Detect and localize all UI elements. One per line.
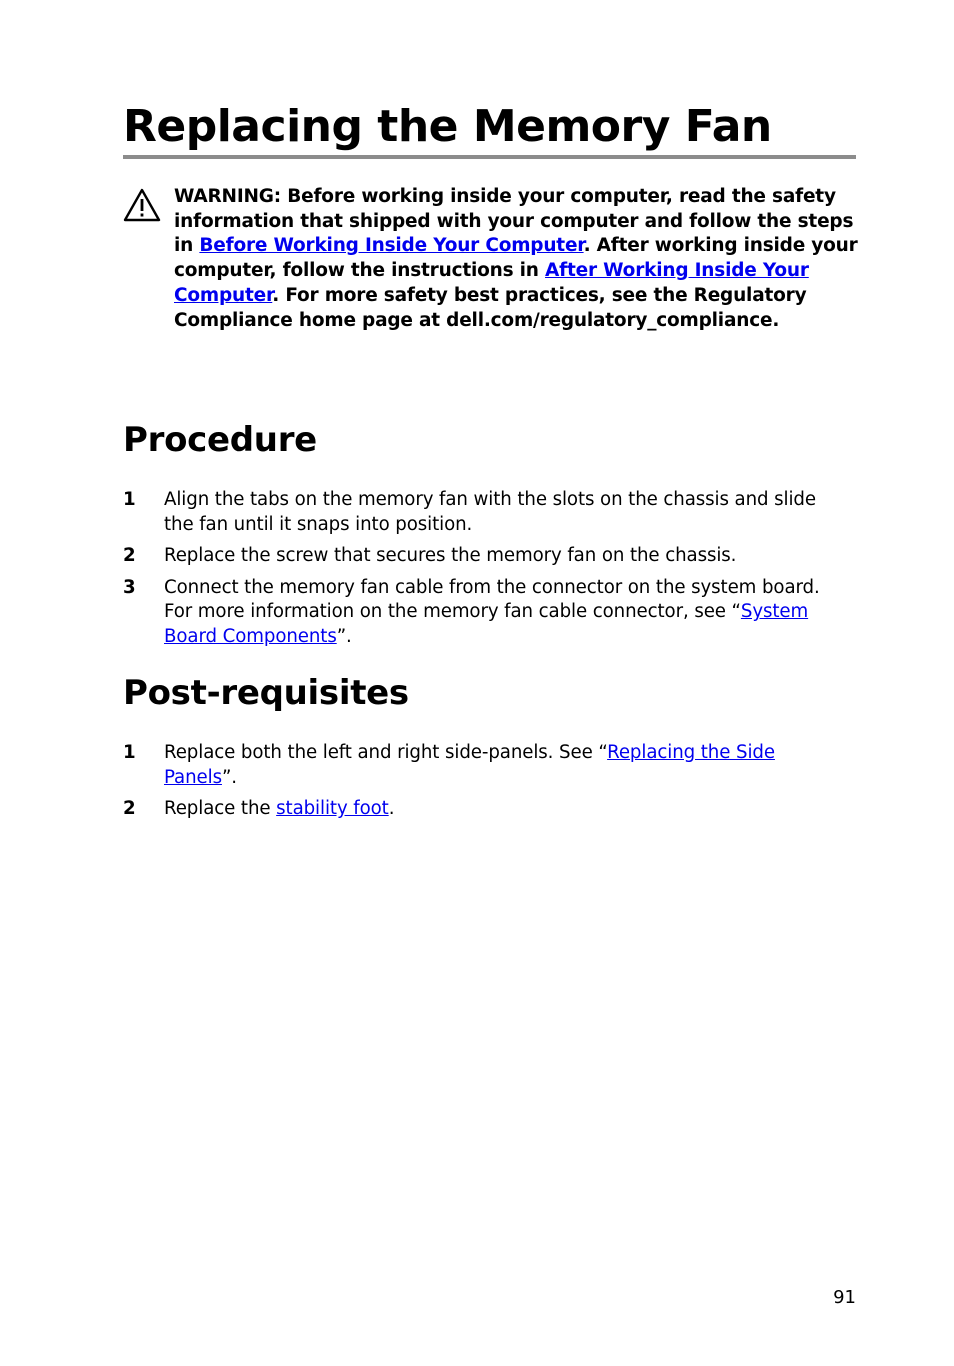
stability-foot-link[interactable]: stability foot [276,798,389,820]
warning-triangle-icon [123,188,161,222]
warning-lead-text: WARNING: Before working inside your computer, read the safety information that shipped with your computer and follow the steps in [174,186,854,257]
step-text: Replace the screw that secures the memory fan on the chassis. [164,545,737,567]
before-working-link[interactable]: Before Working Inside Your Computer [199,235,584,257]
step-number: 3 [123,576,136,598]
title-underline-rule [123,155,856,159]
system-board-components-link[interactable]: System Board Components [164,601,809,647]
post-requisites-steps [123,741,843,822]
page-title: Replacing the Memory Fan [123,101,772,152]
step-text-after: . [388,798,395,820]
step-text: Align the tabs on the memory fan with the slots on the chassis and slide the fan until it snaps into position. [164,489,816,535]
post-requisites-heading: Post-requisites [123,673,409,713]
procedure-heading: Procedure [123,420,317,460]
warning-message [174,185,864,333]
step-text: Connect the memory fan cable from the connector on the system board. For more information on the memory fan cable connector, see “ [164,576,820,623]
step-text: Replace both the left and right side-panels. See “ [164,742,608,763]
step-number: 2 [123,545,136,567]
post-step-1 [123,741,843,790]
post-step-2 [123,797,843,822]
page-number: 91 [833,1287,856,1308]
warning-tail-text: . For more safety best practices, see the Regulatory Compliance home page at dell.com/regulatory_compliance. [174,284,807,331]
procedure-step-1 [123,488,843,537]
step-number: 1 [123,742,136,763]
step-text-after: ”. [221,766,237,788]
step-number: 1 [123,489,136,510]
step-text-after: ”. [336,625,352,647]
step-number: 2 [123,798,136,820]
warning-mid-text: . After working inside your computer, follow the instructions in [174,235,858,282]
procedure-steps [123,488,843,650]
after-working-link[interactable]: After Working Inside Your Computer [174,260,809,306]
replacing-side-panels-link[interactable]: Replacing the Side Panels [164,742,775,788]
procedure-step-3 [123,576,843,650]
step-text: Replace the [164,798,277,820]
procedure-step-2 [123,544,843,569]
